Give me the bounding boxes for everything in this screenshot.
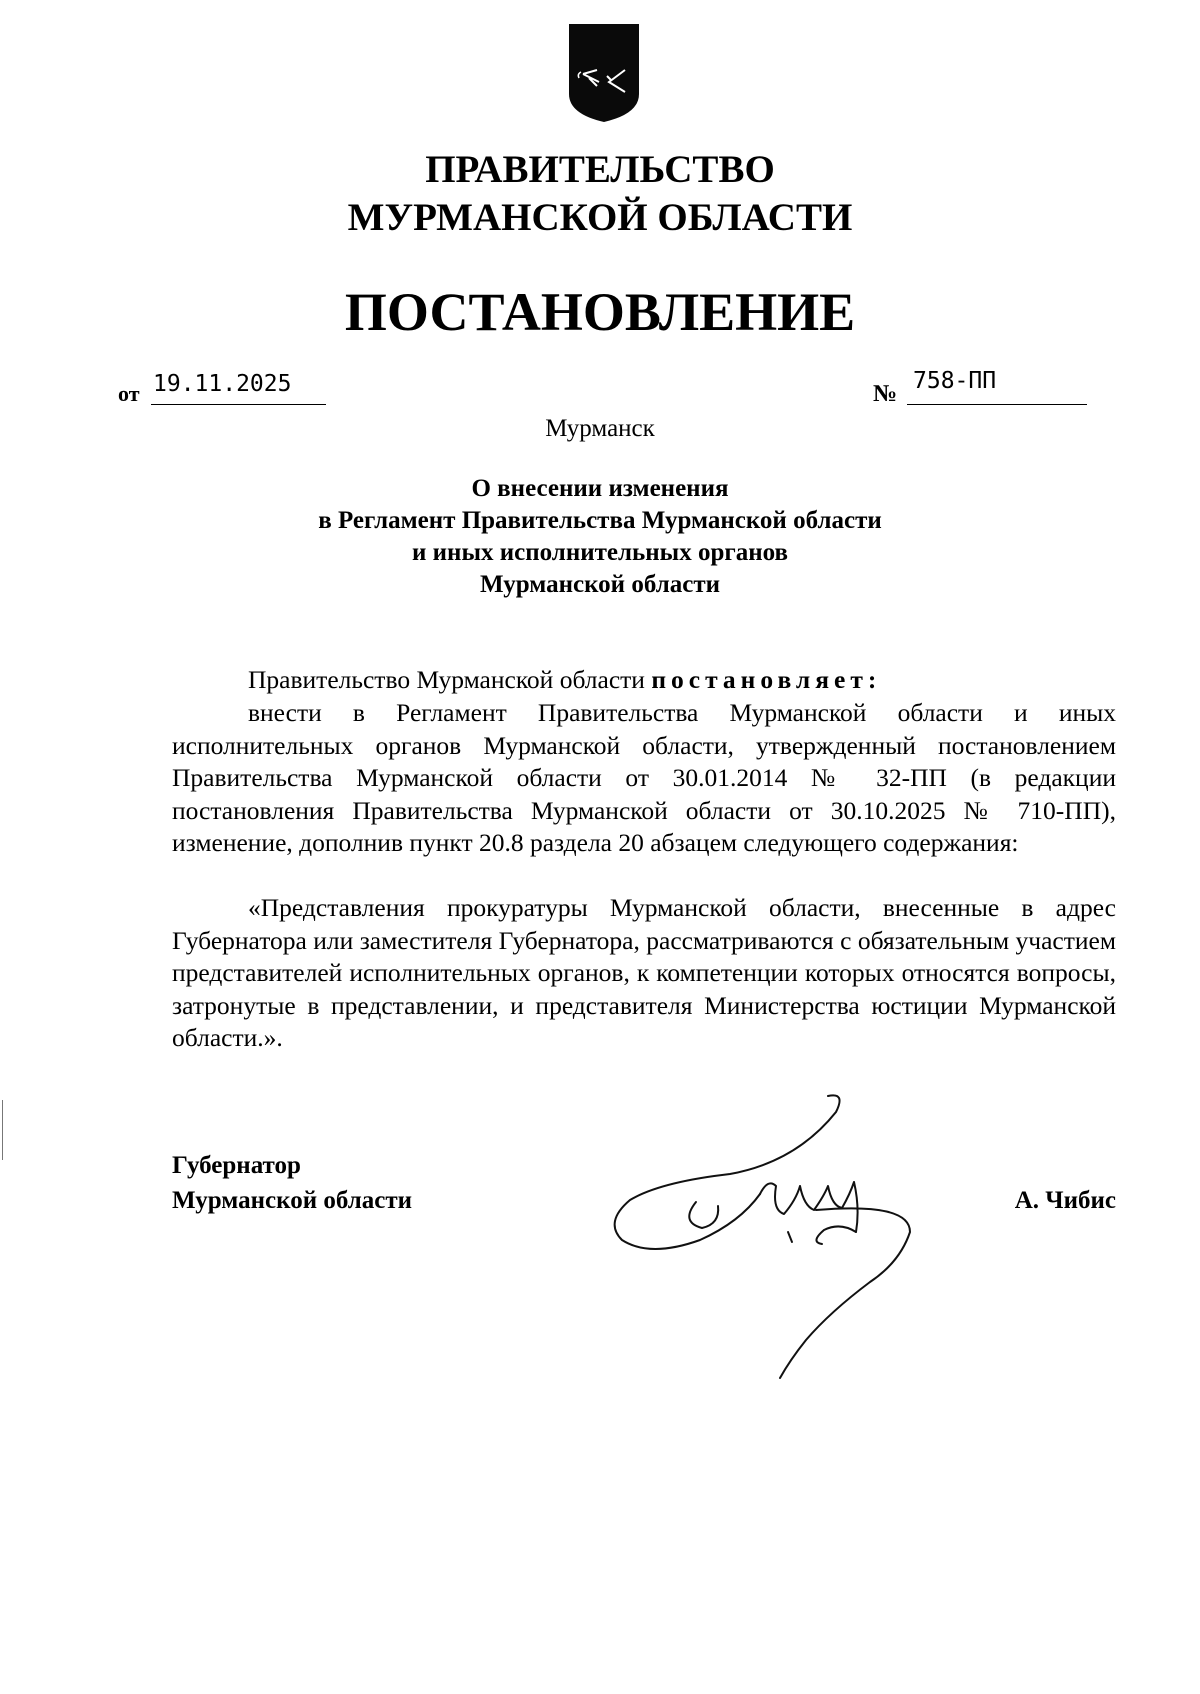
- date-label: от: [118, 381, 140, 406]
- quoted-paragraph: «Представления прокуратуры Мурманской области, внесенные в адрес Губернатора или заместителя Губернатора, рассматриваются с обязательным участием представителей исполнительных органов, к компетенции которых относятся вопросы, затронутые в представлении, и представителя Министерства юстиции Мурманской области.».: [172, 893, 1116, 1052]
- signatory-name: А. Чибис: [1014, 1187, 1116, 1214]
- resolves-word: постановляет:: [651, 665, 882, 694]
- document-date: 19.11.2025: [153, 371, 292, 397]
- title-line: и иных исполнительных органов: [412, 539, 788, 566]
- document-type: ПОСТАНОВЛЕНИЕ: [344, 282, 856, 342]
- preamble-text: Правительство Мурманской области: [248, 665, 652, 694]
- document-title: [0, 473, 1200, 601]
- position-line: Мурманской области: [172, 1187, 413, 1214]
- number-label: №: [873, 381, 898, 407]
- preamble-paragraph: [172, 664, 1116, 697]
- scan-margin-mark: [2, 1100, 3, 1160]
- coat-of-arms-icon: [567, 22, 641, 124]
- org-name-line2: МУРМАНСКОЙ ОБЛАСТИ: [347, 196, 853, 239]
- handwritten-signature: [610, 1082, 940, 1382]
- title-line: О внесении изменения: [471, 475, 729, 502]
- signatory-position: [172, 1148, 412, 1218]
- city: Мурманск: [545, 415, 655, 442]
- position-line: Губернатор: [172, 1152, 301, 1179]
- body-paragraph: внести в Регламент Правительства Мурманской области и иных исполнительных органов Мурманской области, утвержденный постановлением Правительства Мурманской области от 30.01.2014 № 32-ПП (в редакции постановления Правительства Мурманской области от 30.10.2025 № 710-ПП), изменение, дополнив пункт 20.8 раздела 20 абзацем следующего содержания:: [172, 698, 1116, 857]
- org-name-line1: ПРАВИТЕЛЬСТВО: [425, 148, 775, 191]
- title-line: в Регламент Правительства Мурманской области: [318, 507, 882, 534]
- document-number: 758-ПП: [913, 368, 997, 394]
- title-line: Мурманской области: [479, 571, 721, 598]
